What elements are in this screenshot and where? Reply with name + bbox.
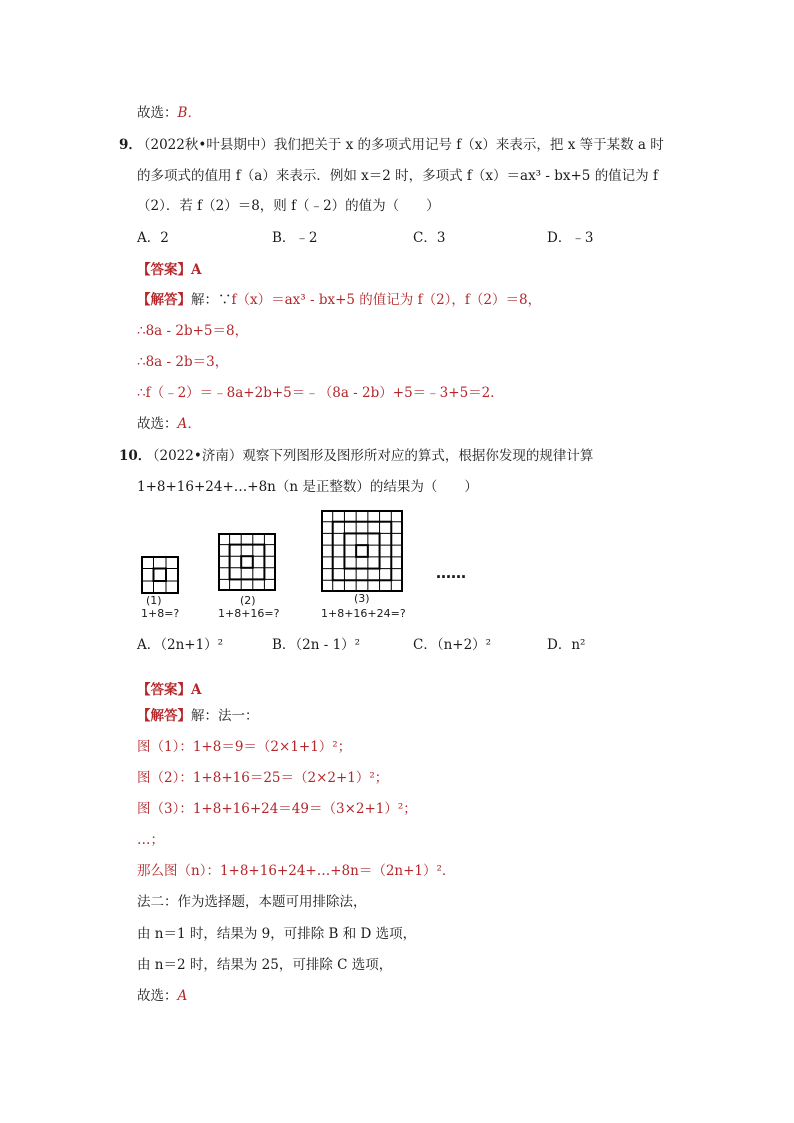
q9-option-d: D．﹣3 <box>547 230 594 246</box>
q10-solution-line-7: 由 n＝1 时，结果为 9，可排除 B 和 D 选项， <box>137 926 417 942</box>
q9-option-c: C．3 <box>413 230 446 246</box>
figure-1-label: (1) <box>146 594 162 607</box>
q10-option-a: A．（2n+1）² <box>137 637 224 653</box>
figure-ellipsis: …… <box>436 564 466 582</box>
q9-solution-line-4: ∴f（﹣2）＝﹣8a+2b+5＝﹣（8a - 2b）+5＝﹣3+5＝2． <box>137 385 504 401</box>
q10-solution-line-3: 图（3）：1+8+16+24＝49＝（3×2+1）²； <box>137 801 417 817</box>
q10-solution-line-4: …； <box>137 832 164 848</box>
q9-answer-label: 【答案】A <box>137 262 202 278</box>
q10-option-d: D．n² <box>547 637 586 653</box>
q9-solution-line-3: ∴8a - 2b＝3， <box>137 354 229 370</box>
q9-final-answer: 故选：A． <box>137 416 201 432</box>
q9-line-3: （2）．若 f（2）＝8，则 f（﹣2）的值为（ ） <box>137 198 440 214</box>
q10-solution-line-2: 图（2）：1+8+16＝25＝（2×2+1）²； <box>137 770 389 786</box>
q10-number: 10． <box>119 448 152 464</box>
q10-option-b: B．（2n - 1）² <box>272 637 361 653</box>
figure-3-formula: 1+8+16+24=? <box>321 607 406 620</box>
figure-1-formula: 1+8=? <box>141 607 180 620</box>
q10-solution-intro: 【解答】解：法一： <box>137 708 259 724</box>
q9-line-1: （2022秋•叶县期中）我们把关于 x 的多项式用记号 f（x）来表示，把 x 等于某数 a 时 <box>137 137 664 153</box>
q9-option-a: A．2 <box>137 230 169 246</box>
q10-final-answer: 故选：A <box>137 988 188 1004</box>
figure-2-grid <box>218 533 276 591</box>
figure-2-formula: 1+8+16=? <box>218 607 280 620</box>
q10-line-1: （2022•济南）观察下列图形及图形所对应的算式，根据你发现的规律计算 <box>146 448 594 464</box>
q9-option-b: B．﹣2 <box>272 230 318 246</box>
figure-3-label: (3) <box>354 592 370 605</box>
q9-number: 9． <box>119 137 142 153</box>
q10-solution-line-1: 图（1）：1+8＝9＝（2×1+1）²； <box>137 739 352 755</box>
figure-3-grid <box>321 510 403 592</box>
q10-line-2: 1+8+16+24+…+8n（n 是正整数）的结果为（ ） <box>137 479 478 495</box>
q9-solution-line-1: 【解答】解：∵f（x）＝ax³ - bx+5 的值记为 f（2），f（2）＝8， <box>137 292 542 308</box>
q10-solution-line-5: 那么图（n）：1+8+16+24+…+8n＝（2n+1）²． <box>137 863 456 879</box>
q10-solution-line-6: 法二：作为选择题，本题可用排除法， <box>137 894 367 910</box>
q10-answer-label: 【答案】A <box>137 682 202 698</box>
q9-solution-line-2: ∴8a - 2b+5＝8， <box>137 323 249 339</box>
figure-1-grid <box>141 556 179 594</box>
figure-2-label: (2) <box>240 594 256 607</box>
q8-final-answer: 故选：B． <box>137 105 201 121</box>
q9-line-2: 的多项式的值用 f（a）来表示．例如 x＝2 时，多项式 f（x）＝ax³ - bx+5 的值记为 f <box>137 168 658 184</box>
q10-option-c: C．（n+2）² <box>413 637 492 653</box>
q10-solution-line-8: 由 n＝2 时，结果为 25，可排除 C 选项， <box>137 957 393 973</box>
